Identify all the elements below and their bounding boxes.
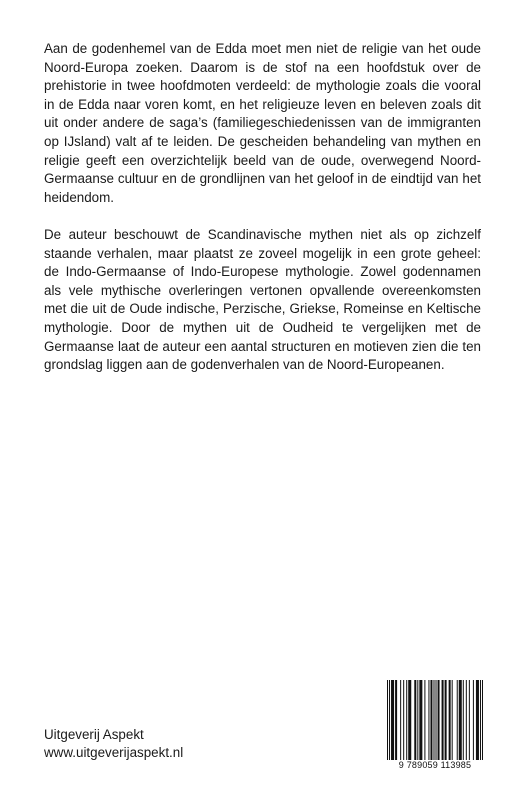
barcode-bar — [389, 680, 390, 760]
barcode-bar — [459, 680, 462, 760]
publisher-website: www.uitgeverijaspekt.nl — [44, 745, 184, 760]
barcode-bar — [395, 680, 397, 760]
barcode-bar — [442, 680, 444, 760]
barcode-bar — [463, 680, 464, 760]
barcode-bar — [452, 680, 453, 760]
barcode-bar — [430, 680, 432, 760]
barcode-bar — [424, 680, 425, 760]
blurb-text — [44, 40, 481, 393]
barcode-bar — [387, 680, 388, 760]
barcode-bar — [449, 680, 451, 760]
barcode-bar — [406, 680, 407, 760]
barcode-bar — [469, 680, 470, 760]
barcode-bar — [482, 680, 483, 760]
blurb-paragraph-1: Aan de godenhemel van de Edda moet men niet de religie van het oude Noord-Europa zoeken. Daarom is de stof na een hoofdstuk over de prehistorie in twee hoofdmoten verdeeld: de mythologie zoals die vooral in de Edda naar voren komt, en het religieuze leven en beleven zoals dit uit onder andere de saga’s (familiegeschiedenissen van de immigranten op IJsland) valt af te leiden. De gescheiden behandeling van mythen en religie geeft een overzichtelijk beeld van de oude, overwegend Noord-Germaanse cultuur en de grondlijnen van het geloof in de eindtijd van het heidendom. — [44, 41, 481, 205]
publisher-name: Uitgeverij Aspekt — [44, 727, 144, 742]
barcode-bar — [436, 680, 437, 760]
isbn-number: 9 789059 113985 — [398, 760, 472, 770]
barcode-bar — [473, 680, 474, 760]
barcode-bar — [480, 680, 481, 760]
barcode-bar — [408, 680, 411, 760]
barcode-bars — [387, 680, 483, 760]
barcode — [387, 680, 483, 762]
barcode-bar — [476, 680, 479, 760]
barcode-bar — [414, 680, 416, 760]
barcode-bar — [391, 680, 394, 760]
blurb-paragraph-2: De auteur beschouwt de Scandinavische mythen niet als op zichzelf staande verhalen, maar plaatst ze zoveel mogelijk in een grote geheel: de Indo-Germaanse of Indo-Europese mythologie. Zowel godennamen als vele mythische overleringen vertonen opvallende overeenkomsten met die uit de Oude indische, Perzische, Griekse, Romeinse en Keltische mythologie. Door de mythen uit de Oudheid te vergelijken met de Germaanse laat de auteur een aantal structuren en motieven zien die ten grondslag liggen aan de godenverhalen van de Noord-Europeanen. — [44, 226, 481, 373]
barcode-bar — [466, 680, 467, 760]
barcode-bar — [438, 680, 440, 760]
publisher-info — [44, 726, 183, 762]
barcode-bar — [428, 680, 429, 760]
barcode-bar — [417, 680, 418, 760]
barcode-bar — [433, 680, 434, 760]
barcode-bar — [445, 680, 447, 760]
barcode-bar — [457, 680, 458, 760]
barcode-bar — [400, 680, 401, 760]
barcode-bar — [419, 680, 422, 760]
barcode-bar — [403, 680, 404, 760]
